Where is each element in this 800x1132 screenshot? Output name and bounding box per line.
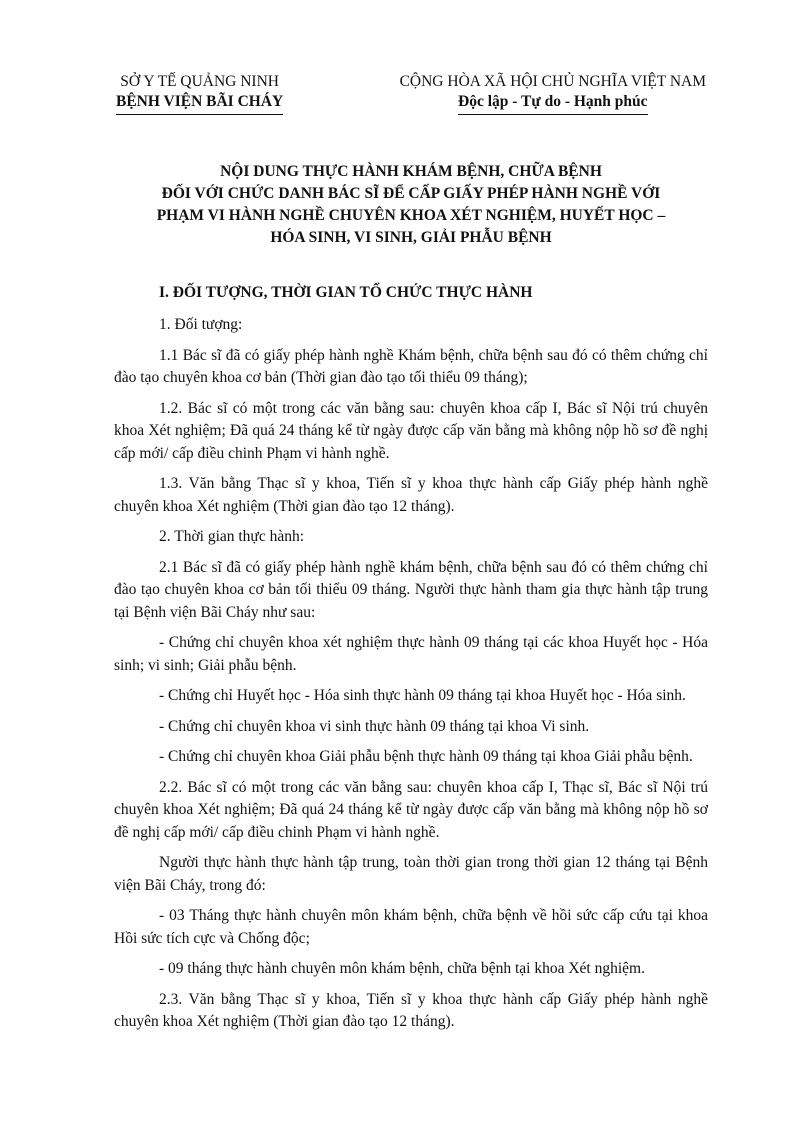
bullet-chung-chi-giai-phau: - Chứng chỉ chuyên khoa Giải phẫu bệnh thực hành 09 tháng tại khoa Giải phẫu bệnh. — [159, 748, 693, 765]
paragraph-1-1: 1.1 Bác sĩ đã có giấy phép hành nghề Khám bệnh, chữa bệnh sau đó có thêm chứng chỉ đào tạo chuyên khoa cơ bản (Thời gian đào tạo tối thiểu 09 tháng); — [114, 346, 708, 386]
hospital-name: BỆNH VIỆN BÃI CHÁY — [116, 92, 283, 115]
bullet-chung-chi-huyet-hoc: - Chứng chỉ Huyết học - Hóa sinh thực hành 09 tháng tại khoa Huyết học - Hóa sinh. — [159, 687, 686, 704]
document-title-line-1: NỘI DUNG THỰC HÀNH KHÁM BỆNH, CHỮA BỆNH — [220, 163, 602, 180]
document-title-line-4: HÓA SINH, VI SINH, GIẢI PHẪU BỆNH — [270, 229, 552, 246]
bullet-chung-chi-xet-nghiem: - Chứng chỉ chuyên khoa xét nghiệm thực hành 09 tháng tại các khoa Huyết học - Hóa sinh; vi sinh; Giải phẫu bệnh. — [114, 634, 708, 674]
document-title-line-3: PHẠM VI HÀNH NGHỀ CHUYÊN KHOA XÉT NGHIỆM, HUYẾT HỌC – — [156, 207, 666, 224]
issuing-authority-block — [116, 72, 283, 115]
paragraph-1-3: 1.3. Văn bằng Thạc sĩ y khoa, Tiến sĩ y khoa thực hành cấp Giấy phép hành nghề chuyên khoa Xét nghiệm (Thời gian đào tạo 12 tháng). — [114, 475, 708, 515]
bullet-chung-chi-vi-sinh: - Chứng chỉ chuyên khoa vi sinh thực hành 09 tháng tại khoa Vi sinh. — [159, 717, 590, 735]
national-header-block — [400, 72, 706, 115]
section-heading: I. ĐỐI TƯỢNG, THỜI GIAN TỔ CHỨC THỰC HÀNH — [159, 284, 533, 301]
national-motto-line2: Độc lập - Tự do - Hạnh phúc — [458, 92, 647, 115]
bullet-09-thang: - 09 tháng thực hành chuyên môn khám bệnh, chữa bệnh tại khoa Xét nghiệm. — [159, 960, 645, 977]
document-header — [114, 72, 708, 115]
authority-name: SỞ Y TẾ QUẢNG NINH — [120, 73, 279, 90]
paragraph-nguoi-thuc-hanh: Người thực hành thực hành tập trung, toàn thời gian trong thời gian 12 tháng tại Bệnh viện Bãi Cháy, trong đó: — [114, 854, 708, 894]
bullet-03-thang: - 03 Tháng thực hành chuyên môn khám bệnh, chữa bệnh về hồi sức cấp cứu tại khoa Hồi sức tích cực và Chống độc; — [114, 907, 708, 947]
paragraph-2-2: 2.2. Bác sĩ có một trong các văn bằng sau: chuyên khoa cấp I, Thạc sĩ, Bác sĩ Nội trú chuyên khoa Xét nghiệm; Đã quá 24 tháng kể từ ngày được cấp văn bằng mà không nộp hồ sơ đề nghị cấp mới/ cấp điều chinh Phạm vi hành nghề. — [114, 778, 708, 841]
paragraph-1-2: 1.2. Bác sĩ có một trong các văn bằng sau: chuyên khoa cấp I, Bác sĩ Nội trú chuyên khoa Xét nghiệm; Đã quá 24 tháng kể từ ngày được cấp văn bằng mà không nộp hồ sơ đề nghị cấp mới/ cấp điều chinh Phạm vi hành nghề. — [114, 399, 708, 462]
national-motto-line1: CỘNG HÒA XÃ HỘI CHỦ NGHĨA VIỆT NAM — [399, 73, 706, 90]
paragraph-1-doi-tuong: 1. Đối tượng: — [159, 316, 243, 333]
document-title — [114, 161, 708, 249]
document-body — [114, 314, 708, 1034]
paragraph-2-3: 2.3. Văn bằng Thạc sĩ y khoa, Tiến sĩ y khoa thực hành cấp Giấy phép hành nghề chuyên khoa Xét nghiệm (Thời gian đào tạo 12 tháng). — [114, 990, 708, 1030]
paragraph-2-thoi-gian: 2. Thời gian thực hành: — [159, 528, 305, 545]
paragraph-2-1: 2.1 Bác sĩ đã có giấy phép hành nghề khám bệnh, chữa bệnh sau đó có thêm chứng chỉ đào tạo chuyên khoa cơ bản tối thiểu 09 tháng. Người thực hành tham gia thực hành tập trung tại Bệnh viện Bãi Cháy như sau: — [114, 558, 708, 621]
document-title-line-2: ĐỐI VỚI CHỨC DANH BÁC SĨ ĐỂ CẤP GIẤY PHÉP HÀNH NGHỀ VỚI — [161, 185, 661, 202]
